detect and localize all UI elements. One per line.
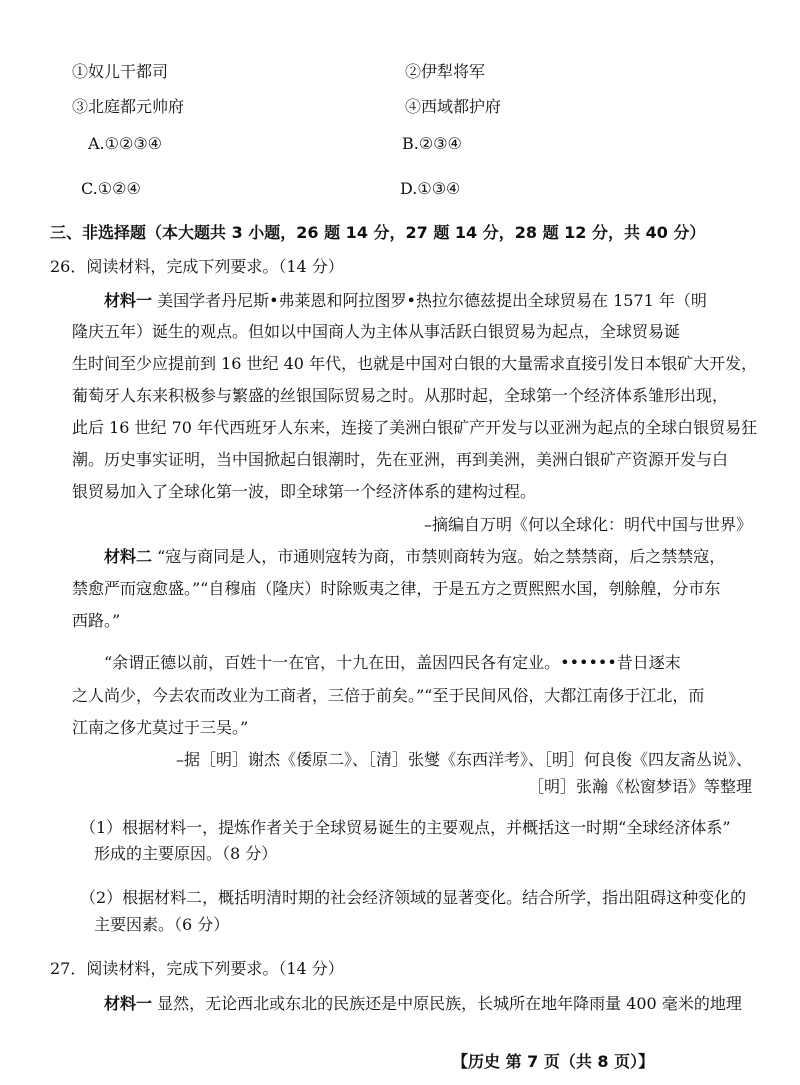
section-heading: 三、非选择题（本大题共 3 小题，26 题 14 分，27 题 14 分，28 题 12 分，共 40 分）: [50, 223, 706, 242]
item-3: ③北庭都元帅府: [72, 97, 185, 116]
q26-m2-source2: ［明］张瀚《松窗梦语》等整理: [527, 777, 752, 796]
q27-m1-label: 材料一: [104, 994, 153, 1013]
q26-m1-line5: 此后 16 世纪 70 年代西班牙人东来，连接了美洲白银矿产开发与以亚洲为起点的全球白银贸易狂: [72, 418, 758, 437]
q26-m1-line1: 材料一 美国学者丹尼斯•弗莱恩和阿拉图罗•热拉尔德兹提出全球贸易在 1571 年（明: [104, 291, 707, 310]
q26-m2-line3: 西路。”: [72, 611, 121, 630]
choice-c: C.①②④: [81, 179, 141, 198]
item-1: ①奴儿干都司: [72, 62, 169, 81]
q26-sub1-line2: 形成的主要原因。（8 分）: [94, 844, 278, 863]
q26-m2-source1: –据［明］谢杰《倭原二》、［清］张燮《东西洋考》、［明］何良俊《四友斋丛说》、: [175, 750, 752, 769]
q26-sub2-line1: （2）根据材料二，概括明清时期的社会经济领域的显著变化。结合所学，指出阻碍这种变化的: [80, 888, 747, 907]
q26-stem: 26．阅读材料，完成下列要求。（14 分）: [50, 257, 344, 276]
choice-a: A.①②③④: [88, 134, 163, 153]
q26-m1-line6: 潮。历史事实证明，当中国掀起白银潮时，先在亚洲，再到美洲，美洲白银矿产资源开发与白: [72, 450, 729, 469]
q26-sub2-line2: 主要因素。（6 分）: [94, 915, 230, 934]
q26-sub1-line1: （1）根据材料一，提炼作者关于全球贸易诞生的主要观点，并概括这一时期“全球经济体系”: [80, 818, 731, 837]
q26-m1-line7: 银贸易加入了全球化第一波，即全球第一个经济体系的建构过程。: [72, 482, 537, 501]
q26-m2-line2: 禁愈严而寇愈盛。”“自穆庙（隆庆）时除贩夷之律，于是五方之贾熙熙水国，刳艅艎，分市东: [72, 579, 721, 598]
q26-m2-line1: 材料二 “寇与商同是人，市通则寇转为商，市禁则商转为寇。始之禁禁商，后之禁禁寇，: [104, 547, 726, 566]
page-footer: 【历史 第 7 页（共 8 页）】: [452, 1052, 655, 1071]
q26-m2b-line1: “余谓正德以前，百姓十一在官，十九在田，盖因四民各有定业。••••••昔日逐末: [104, 653, 681, 672]
q26-m1-line4: 葡萄牙人东来积极参与繁盛的丝银国际贸易之时。从那时起，全球第一个经济体系雏形出现，: [72, 386, 729, 405]
q27-m1-line1: 材料一 显然，无论西北或东北的民族还是中原民族，长城所在地年降雨量 400 毫米的地理: [104, 994, 742, 1013]
q26-m1-line3: 生时间至少应提前到 16 世纪 40 年代，也就是中国对白银的大量需求直接引发日本银矿大开发，: [72, 354, 758, 373]
q26-m1-label: 材料一: [104, 291, 153, 310]
q26-m2b-line2: 之人尚少，今去农而改业为工商者，三倍于前矣。”“至于民间风俗，大都江南侈于江北，而: [72, 686, 705, 705]
q27-stem: 27．阅读材料，完成下列要求。（14 分）: [50, 959, 344, 978]
item-4: ④西域都护府: [405, 97, 502, 116]
q26-m2-label: 材料二: [104, 547, 153, 566]
q26-m1-source: –摘编自万明《何以全球化：明代中国与世界》: [423, 515, 752, 534]
choice-b: B.②③④: [402, 134, 462, 153]
q26-m2b-line3: 江南之侈尤莫过于三吴。”: [72, 718, 249, 737]
choice-d: D.①③④: [400, 179, 461, 198]
item-2: ②伊犁将军: [405, 62, 486, 81]
q26-m1-line2: 隆庆五年）诞生的观点。但如以中国商人为主体从事活跃白银贸易为起点，全球贸易诞: [72, 322, 681, 341]
